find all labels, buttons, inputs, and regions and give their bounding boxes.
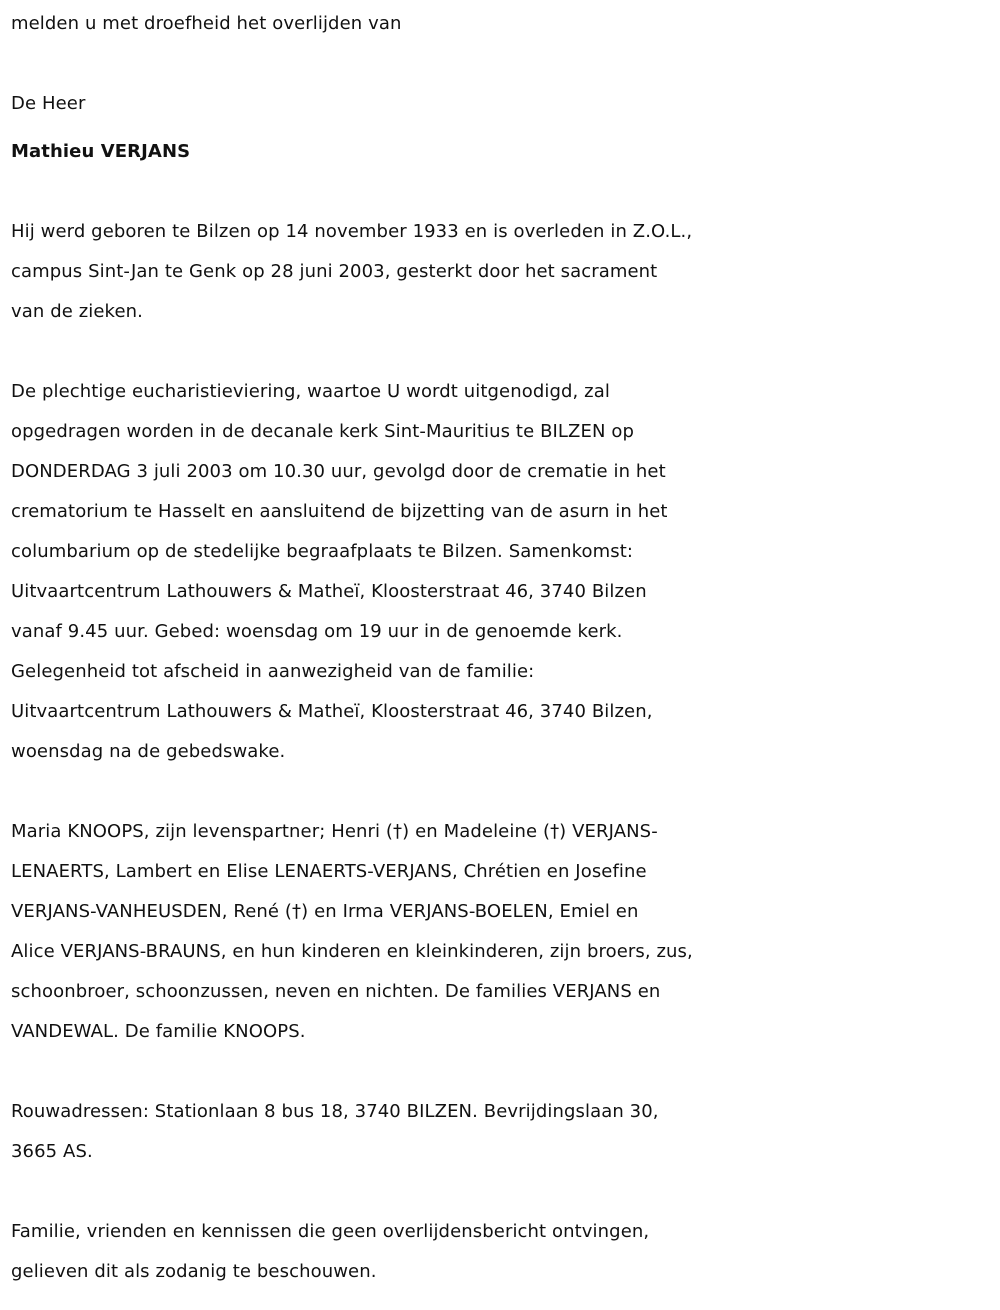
paragraph-line: schoonbroer, schoonzussen, neven en nichten. De families VERJANS en <box>11 981 661 1002</box>
spacer <box>11 172 993 212</box>
paragraph-line: van de zieken. <box>11 301 143 322</box>
paragraph-line: Uitvaartcentrum Lathouwers & Matheï, Kloosterstraat 46, 3740 Bilzen, <box>11 701 653 722</box>
paragraph-line: LENAERTS, Lambert en Elise LENAERTS-VERJANS, Chrétien en Josefine <box>11 861 647 882</box>
paragraph-line: Maria KNOOPS, zijn levenspartner; Henri (†) en Madeleine (†) VERJANS- <box>11 821 658 842</box>
paragraph-line: vanaf 9.45 uur. Gebed: woensdag om 19 uur in de genoemde kerk. <box>11 621 623 642</box>
paragraph-line: campus Sint-Jan te Genk op 28 juni 2003, gesterkt door het sacrament <box>11 261 658 282</box>
paragraph-line: Alice VERJANS-BRAUNS, en hun kinderen en kleinkinderen, zijn broers, zus, <box>11 941 693 962</box>
paragraph-line: columbarium op de stedelijke begraafplaats te Bilzen. Samenkomst: <box>11 541 634 562</box>
paragraph-line: VANDEWAL. De familie KNOOPS. <box>11 1021 306 1042</box>
spacer <box>11 1052 993 1092</box>
death-notice <box>11 4 993 1292</box>
paragraph-line: 3665 AS. <box>11 1141 93 1162</box>
family-paragraph <box>11 812 993 1052</box>
salutation: De Heer <box>11 93 86 114</box>
paragraph-line: woensdag na de gebedswake. <box>11 741 286 762</box>
closing-paragraph <box>11 1212 993 1292</box>
birth-death-paragraph <box>11 212 993 332</box>
paragraph-line: Rouwadressen: Stationlaan 8 bus 18, 3740 BILZEN. Bevrijdingslaan 30, <box>11 1101 659 1122</box>
spacer <box>11 124 993 132</box>
intro-text: melden u met droefheid het overlijden van <box>11 13 402 34</box>
spacer <box>11 332 993 372</box>
paragraph-line: VERJANS-VANHEUSDEN, René (†) en Irma VERJANS-BOELEN, Emiel en <box>11 901 639 922</box>
spacer <box>11 772 993 812</box>
paragraph-line: crematorium te Hasselt en aansluitend de bijzetting van de asurn in het <box>11 501 668 522</box>
deceased-name: Mathieu VERJANS <box>11 141 191 162</box>
paragraph-line: De plechtige eucharistieviering, waartoe U wordt uitgenodigd, zal <box>11 381 610 402</box>
paragraph-line: opgedragen worden in de decanale kerk Sint-Mauritius te BILZEN op <box>11 421 634 442</box>
paragraph-line: gelieven dit als zodanig te beschouwen. <box>11 1261 377 1282</box>
paragraph-line: Familie, vrienden en kennissen die geen overlijdensbericht ontvingen, <box>11 1221 650 1242</box>
paragraph-line: Hij werd geboren te Bilzen op 14 november 1933 en is overleden in Z.O.L., <box>11 221 693 242</box>
spacer <box>11 1172 993 1212</box>
ceremony-paragraph <box>11 372 993 772</box>
address-paragraph <box>11 1092 993 1172</box>
spacer <box>11 44 993 84</box>
paragraph-line: Gelegenheid tot afscheid in aanwezigheid van de familie: <box>11 661 535 682</box>
paragraph-line: Uitvaartcentrum Lathouwers & Matheï, Kloosterstraat 46, 3740 Bilzen <box>11 581 647 602</box>
paragraph-line: DONDERDAG 3 juli 2003 om 10.30 uur, gevolgd door de crematie in het <box>11 461 666 482</box>
